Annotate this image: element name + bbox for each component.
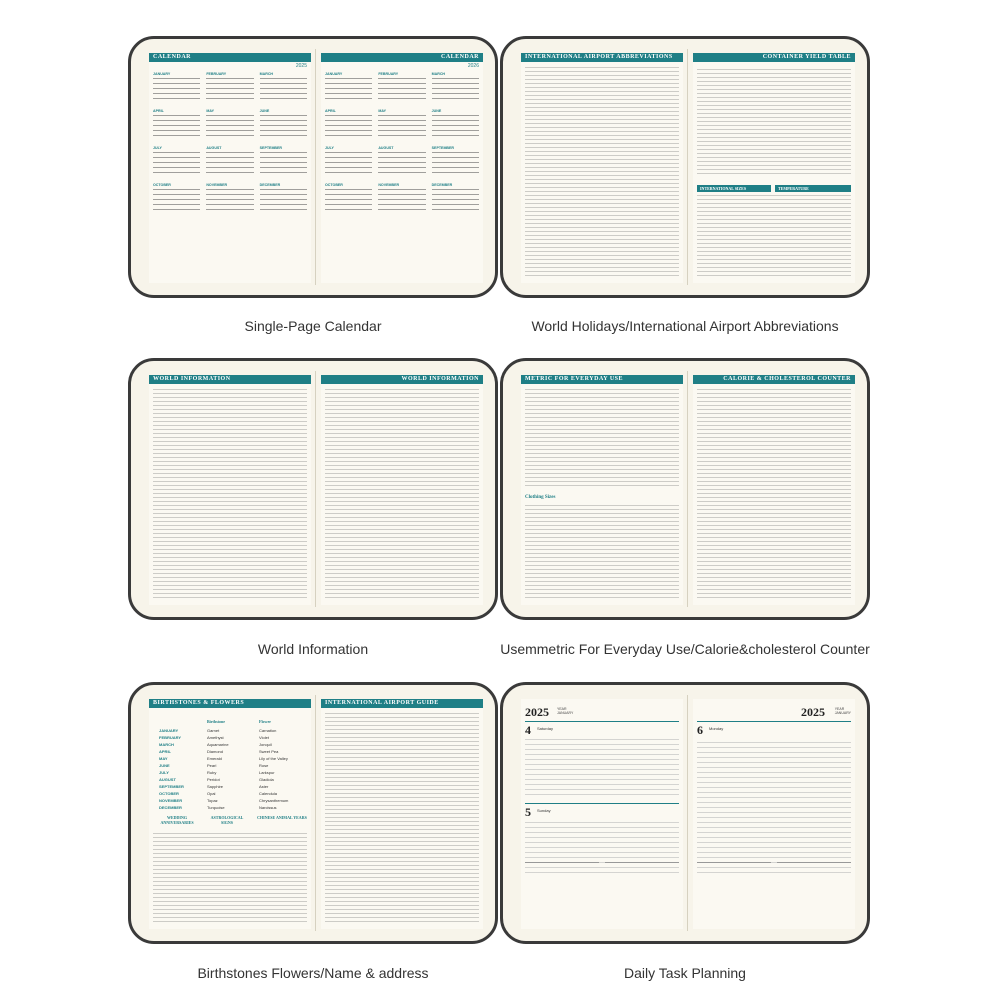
page-fold: [315, 371, 316, 607]
month-day-grid: [378, 188, 425, 214]
month-name: APRIL: [325, 109, 336, 113]
stone-item: Topaz: [207, 798, 218, 803]
month-name: NOVEMBER: [378, 183, 400, 187]
day-divider: [525, 721, 679, 722]
page-fold: [687, 371, 688, 607]
page-fold: [687, 49, 688, 285]
month-block: [378, 72, 425, 103]
flower-item: Narcissus: [259, 805, 277, 810]
calendar-left-months: [149, 70, 311, 216]
stone-item: Peridot: [207, 777, 220, 782]
stone-item: Garnet: [207, 728, 220, 733]
world-information-panel: [128, 358, 498, 620]
calendar-right-header: CALENDAR: [321, 53, 483, 62]
year-label: YEAR: [557, 707, 567, 711]
month-name: DECEMBER: [259, 183, 281, 187]
month-name: OCTOBER: [325, 183, 343, 187]
birthstones-panel: [128, 682, 498, 944]
world-right-table: [325, 389, 479, 601]
month-day-grid: [206, 151, 253, 177]
world-right-header: WORLD INFORMATION: [321, 375, 483, 384]
daily-right-page: [693, 699, 855, 929]
month-name: OCTOBER: [153, 183, 171, 187]
month-item: SEPTEMBER: [159, 784, 184, 789]
world-left-page: [149, 375, 311, 605]
month-block: [153, 109, 200, 140]
calorie-header: CALORIE & CHOLESTEROL COUNTER: [693, 375, 855, 384]
month-name: APRIL: [153, 109, 164, 113]
flower-item: Chrysanthemum: [259, 798, 289, 803]
flower-item: Gladiola: [259, 777, 274, 782]
metric-left-page: [521, 375, 683, 605]
world-right-page: [321, 375, 483, 605]
month-name: SEPTEMBER: [259, 146, 283, 150]
month-label: JANUARY: [834, 711, 851, 715]
month-name: MARCH: [431, 72, 446, 76]
month-block: [325, 72, 372, 103]
month-day-grid: [432, 114, 479, 140]
day-name: Monday: [709, 726, 724, 731]
month-item: MAY: [159, 756, 168, 761]
month-name: DECEMBER: [431, 183, 453, 187]
day-number: 5: [525, 805, 531, 819]
chinese-animal-years-title: CHINESE ANIMAL YEARS: [257, 815, 307, 820]
month-day-grid: [432, 77, 479, 103]
month-day-grid: [378, 77, 425, 103]
birthstone-column-header: Birthstone: [207, 719, 225, 724]
metric-table: [525, 389, 679, 489]
month-day-grid: [378, 151, 425, 177]
daily-left-page: [521, 699, 683, 929]
month-day-grid: [153, 188, 200, 214]
calendar-right-page: [321, 53, 483, 283]
calendar-right-year: 2026: [467, 63, 479, 69]
calorie-right-page: [693, 375, 855, 605]
anniversaries-table: [153, 833, 307, 925]
month-day-grid: [260, 188, 307, 214]
metric-calorie-panel: [500, 358, 870, 620]
month-name: JANUARY: [153, 72, 171, 76]
month-block: [325, 183, 372, 214]
month-item: JULY: [159, 770, 169, 775]
flower-item: Carnation: [259, 728, 277, 733]
month-day-grid: [260, 151, 307, 177]
month-name: FEBRUARY: [378, 72, 399, 76]
daily-left-year-label: [557, 707, 573, 715]
page-fold: [687, 695, 688, 931]
stone-item: Aquamarine: [207, 742, 229, 747]
caption-birthstones: Birthstones Flowers/Name & address: [197, 965, 429, 981]
month-day-grid: [206, 77, 253, 103]
month-item: JANUARY: [159, 728, 179, 733]
notes-box: [777, 862, 851, 923]
month-name: NOVEMBER: [206, 183, 228, 187]
day-number: 6: [697, 723, 703, 737]
birthstones-left-page: [149, 699, 311, 929]
month-block: [206, 183, 253, 214]
month-label: JANUARY: [557, 711, 574, 715]
container-header: CONTAINER YIELD TABLE: [693, 53, 855, 62]
month-item: JUNE: [159, 763, 170, 768]
stone-item: Diamond: [207, 749, 224, 754]
month-block: [432, 72, 479, 103]
clothing-sizes-table: [525, 505, 679, 601]
stone-item: Amethyst: [207, 735, 224, 740]
stone-item: Turquoise: [207, 805, 225, 810]
month-block: [325, 109, 372, 140]
clothing-sizes-title: Clothing Sizes: [525, 495, 556, 500]
sizes-table: [697, 195, 851, 279]
flower-list: [259, 727, 288, 811]
page-fold: [315, 695, 316, 931]
calendar-left-year: 2025: [295, 63, 307, 69]
month-day-grid: [325, 114, 372, 140]
caption-calendar: Single-Page Calendar: [244, 318, 382, 334]
month-block: [206, 72, 253, 103]
airport-left-header: INTERNATIONAL AIRPORT ABBREVIATIONS: [521, 53, 683, 62]
month-item: APRIL: [159, 749, 171, 754]
caption-holidays: World Holidays/International Airport Abbreviations: [531, 318, 839, 334]
calorie-table: [697, 389, 851, 601]
container-right-page: [693, 53, 855, 283]
month-day-grid: [153, 114, 200, 140]
month-block: [378, 109, 425, 140]
day-divider: [697, 721, 851, 722]
calendar-left-page: [149, 53, 311, 283]
day-name: Saturday: [537, 726, 554, 731]
wedding-anniversaries-title: WEDDING ANNIVERSARIES: [160, 815, 194, 825]
month-day-grid: [153, 77, 200, 103]
flower-item: Larkspur: [259, 770, 275, 775]
astrological-signs-title: ASTROLOGICAL SIGNS: [210, 815, 244, 825]
calendar-left-header: CALENDAR: [149, 53, 311, 62]
sizes-header: INTERNATIONAL SIZES: [697, 185, 771, 192]
year-label: YEAR: [834, 707, 845, 711]
month-name: MAY: [378, 109, 386, 113]
day-name: Sunday: [537, 808, 551, 813]
month-item: MARCH: [159, 742, 174, 747]
stone-item: Pearl: [207, 763, 217, 768]
airport-guide-page: [321, 699, 483, 929]
month-name: SEPTEMBER: [431, 146, 455, 150]
airport-guide-header: INTERNATIONAL AIRPORT GUIDE: [321, 699, 483, 708]
airport-guide-table: [325, 713, 479, 925]
flower-item: Jonquil: [259, 742, 272, 747]
flower-item: Sweet Pea: [259, 749, 279, 754]
day-number: 4: [525, 723, 531, 737]
month-day-grid: [325, 77, 372, 103]
flower-item: Aster: [259, 784, 269, 789]
month-block: [153, 183, 200, 214]
stone-item: Ruby: [207, 770, 217, 775]
month-day-grid: [432, 188, 479, 214]
month-block: [206, 109, 253, 140]
metric-header: METRIC FOR EVERYDAY USE: [521, 375, 683, 384]
daily-planner-panel: [500, 682, 870, 944]
container-table: [697, 67, 851, 177]
birthstones-header: BIRTHSTONES & FLOWERS: [149, 699, 311, 708]
month-block: [260, 72, 307, 103]
notes-box: [697, 862, 771, 923]
month-name: JULY: [153, 146, 162, 150]
month-block: [325, 146, 372, 177]
month-block: [260, 109, 307, 140]
month-block: [153, 72, 200, 103]
flower-item: Calendula: [259, 791, 278, 796]
caption-daily: Daily Task Planning: [624, 965, 746, 981]
temperature-header: TEMPERATURE: [775, 185, 851, 192]
month-name: AUGUST: [378, 146, 394, 150]
stone-item: Opal: [207, 791, 216, 796]
month-name: JANUARY: [325, 72, 343, 76]
month-day-grid: [325, 188, 372, 214]
day-lines: [525, 739, 679, 799]
airport-table: [525, 67, 679, 279]
month-item: FEBRUARY: [159, 735, 182, 740]
flower-column-header: Flower: [259, 719, 271, 724]
world-left-table: [153, 389, 307, 601]
month-day-grid: [378, 114, 425, 140]
flower-item: Rose: [259, 763, 269, 768]
month-block: [378, 146, 425, 177]
flower-item: Lily of the Valley: [259, 756, 288, 761]
month-block: [432, 109, 479, 140]
month-item: NOVEMBER: [159, 798, 183, 803]
calendar-right-months: [321, 70, 483, 216]
day-divider: [525, 803, 679, 804]
stone-item: Sapphire: [207, 784, 224, 789]
month-list: [159, 727, 184, 811]
month-item: AUGUST: [159, 777, 176, 782]
month-block: [378, 183, 425, 214]
caption-metric: Usemmetric For Everyday Use/Calorie&cholesterol Counter: [500, 641, 870, 657]
month-name: MARCH: [259, 72, 274, 76]
page-fold: [315, 49, 316, 285]
month-name: JUNE: [431, 109, 442, 113]
notes-box: [525, 862, 599, 923]
month-day-grid: [260, 77, 307, 103]
daily-left-year: 2025: [525, 705, 549, 719]
month-block: [153, 146, 200, 177]
notes-box: [605, 862, 679, 923]
month-day-grid: [206, 188, 253, 214]
month-block: [432, 146, 479, 177]
month-name: AUGUST: [206, 146, 222, 150]
month-day-grid: [432, 151, 479, 177]
month-day-grid: [260, 114, 307, 140]
month-name: JULY: [325, 146, 334, 150]
month-block: [260, 183, 307, 214]
day-lines: [697, 739, 851, 877]
calendar-panel: [128, 36, 498, 298]
month-day-grid: [153, 151, 200, 177]
airport-left-page: [521, 53, 683, 283]
caption-world-info: World Information: [257, 641, 369, 657]
month-name: JUNE: [259, 109, 270, 113]
month-name: MAY: [206, 109, 214, 113]
month-name: FEBRUARY: [206, 72, 227, 76]
stone-list: [207, 727, 229, 811]
month-item: OCTOBER: [159, 791, 179, 796]
month-block: [206, 146, 253, 177]
stone-item: Emerald: [207, 756, 222, 761]
month-day-grid: [206, 114, 253, 140]
airport-abbreviations-panel: [500, 36, 870, 298]
flower-item: Violet: [259, 735, 269, 740]
world-left-header: WORLD INFORMATION: [149, 375, 311, 384]
month-block: [260, 146, 307, 177]
daily-right-year-label: [835, 707, 851, 715]
daily-right-year: 2025: [801, 705, 825, 719]
month-day-grid: [325, 151, 372, 177]
month-block: [432, 183, 479, 214]
month-item: DECEMBER: [159, 805, 182, 810]
